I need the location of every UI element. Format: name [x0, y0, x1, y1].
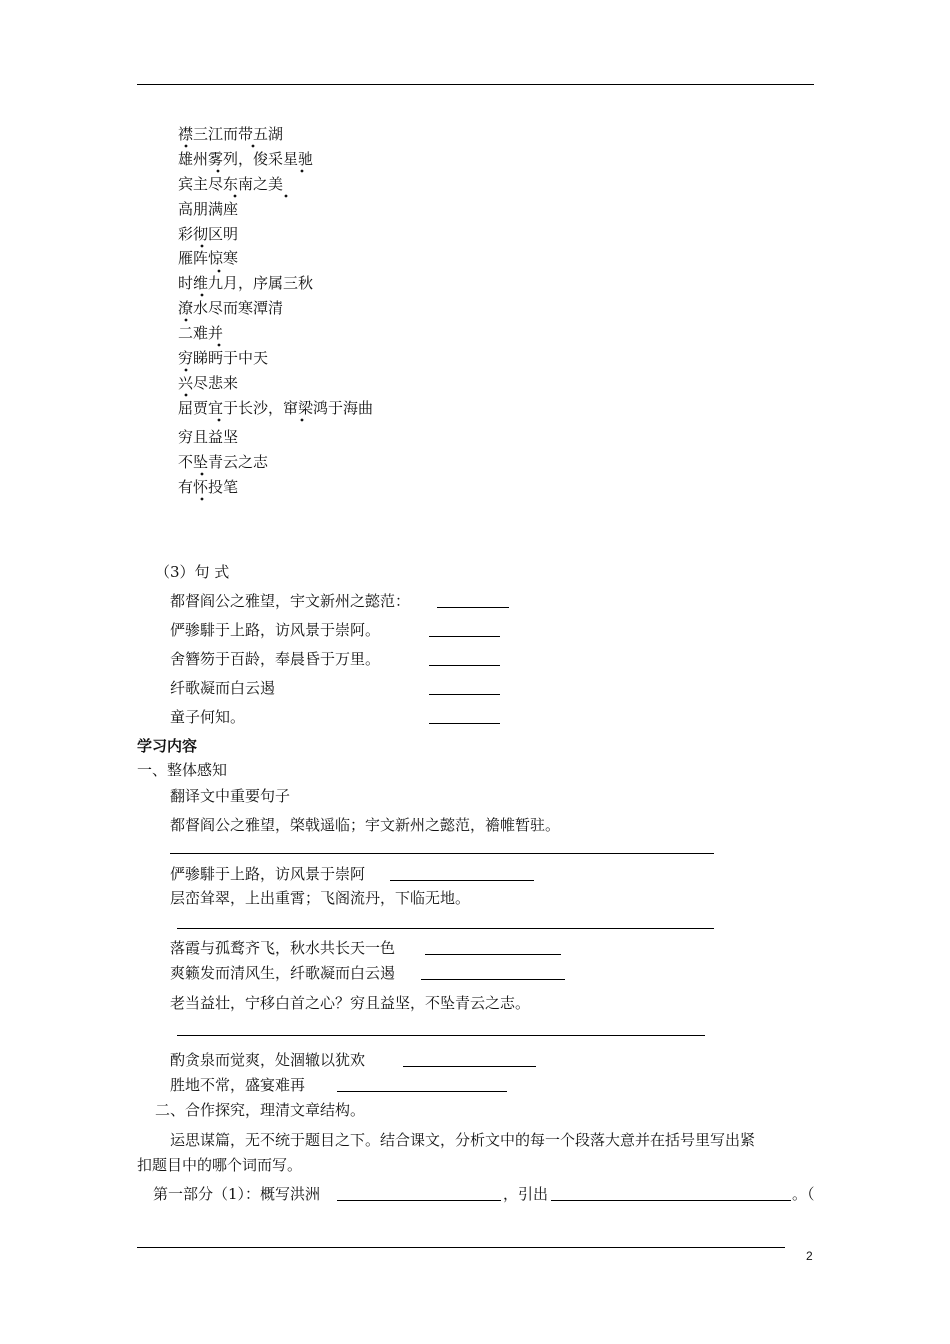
emphasis-dot — [185, 319, 188, 322]
answer-line[interactable] — [177, 928, 714, 929]
sentence-item: 舍簪笏于百龄，奉晨昏于万里。 — [170, 650, 381, 668]
sentence-item: 童子何知。 — [170, 708, 246, 726]
emphasis-dot — [234, 195, 237, 198]
vocab-item: 时维九月，序属三秋 — [178, 274, 314, 292]
emphasis-dot — [201, 294, 204, 297]
part1-mid: ，引出 — [503, 1185, 549, 1203]
emphasis-dot — [201, 245, 204, 248]
translate-sentence: 酌贪泉而觉爽，处涸辙以犹欢 — [170, 1051, 366, 1069]
paragraph-line: 运思谋篇，无不统于题目之下。结合课文，分析文中的每一个段落大意并在括号里写出紧 — [170, 1131, 756, 1149]
translate-sentence: 爽籁发而清风生，纤歌凝而白云遏 — [170, 964, 396, 982]
translate-sentence: 胜地不常，盛宴难再 — [170, 1076, 306, 1094]
translate-sentence: 层峦耸翠，上出重霄；飞阁流丹，下临无地。 — [170, 889, 471, 907]
emphasis-dot — [252, 145, 255, 148]
emphasis-dot — [301, 419, 304, 422]
part1-end: 。（ — [792, 1185, 815, 1203]
answer-blank[interactable] — [337, 1200, 501, 1201]
emphasis-dot-layer — [0, 0, 950, 520]
vocab-item: 宾主尽东南之美 — [178, 175, 284, 193]
learning-title: 学习内容 — [137, 737, 198, 755]
vocab-item: 有怀投笔 — [178, 478, 239, 496]
emphasis-dot — [201, 473, 204, 476]
paragraph-line: 扣题目中的哪个词而写。 — [137, 1156, 303, 1174]
sentence-item: 俨骖騑于上路，访风景于崇阿。 — [170, 621, 381, 639]
answer-blank[interactable] — [421, 979, 565, 980]
answer-blank[interactable] — [429, 665, 500, 666]
answer-blank[interactable] — [403, 1066, 536, 1067]
section-title: 一、整体感知 — [137, 761, 228, 779]
vocab-item: 雄州雾列，俊采星驰 — [178, 150, 314, 168]
answer-line[interactable] — [177, 1035, 705, 1036]
answer-blank[interactable] — [429, 694, 500, 695]
answer-line[interactable] — [170, 853, 714, 854]
vocab-item: 潦水尽而寒潭清 — [178, 299, 284, 317]
vocab-item: 高朋满座 — [178, 200, 239, 218]
vocab-item: 穷睇眄于中天 — [178, 349, 269, 367]
emphasis-dot — [185, 369, 188, 372]
answer-blank[interactable] — [429, 636, 500, 637]
translate-sentence: 老当益壮，宁移白首之心？穷且益坚，不坠青云之志。 — [170, 994, 531, 1012]
page-number: 2 — [806, 1249, 813, 1263]
translate-sentence: 落霞与孤鹜齐飞，秋水共长天一色 — [170, 939, 396, 957]
vocab-item: 不坠青云之志 — [178, 453, 269, 471]
vocab-item: 穷且益坚 — [178, 428, 239, 446]
part1-label: 第一部分（1）：概写洪洲 — [153, 1185, 321, 1203]
vocab-item: 屈贾宜于长沙，窜梁鸿于海曲 — [178, 399, 374, 417]
emphasis-dot — [218, 270, 221, 273]
emphasis-dot — [285, 195, 288, 198]
answer-blank[interactable] — [337, 1091, 507, 1092]
emphasis-dot — [201, 498, 204, 501]
emphasis-dot — [185, 394, 188, 397]
vocab-item: 兴尽悲来 — [178, 374, 239, 392]
answer-blank[interactable] — [437, 607, 509, 608]
emphasis-dot — [218, 344, 221, 347]
emphasis-dot — [301, 170, 304, 173]
answer-blank[interactable] — [425, 954, 561, 955]
emphasis-dot — [218, 419, 221, 422]
vocab-item: 彩彻区明 — [178, 225, 239, 243]
answer-blank[interactable] — [390, 880, 534, 881]
vocab-item: 襟三江而带五湖 — [178, 125, 284, 143]
translate-sentence: 俨骖騑于上路，访风景于崇阿 — [170, 865, 366, 883]
answer-blank[interactable] — [551, 1200, 791, 1201]
translate-sentence: 都督阎公之雅望，棨戟遥临；宇文新州之懿范，襜帷暂驻。 — [170, 816, 561, 834]
vocab-item: 雁阵惊寒 — [178, 249, 239, 267]
section-title: 二、合作探究，理清文章结构。 — [155, 1101, 366, 1119]
sentence-item: 都督阎公之雅望，宇文新州之懿范： — [170, 592, 411, 610]
vocab-item: 二难并 — [178, 324, 224, 342]
sentence-heading: （3）句 式 — [155, 563, 230, 581]
answer-blank[interactable] — [429, 723, 500, 724]
sentence-item: 纤歌凝而白云遏 — [170, 679, 276, 697]
footer-rule — [137, 1247, 785, 1248]
emphasis-dot — [217, 170, 220, 173]
translate-label: 翻译文中重要句子 — [170, 787, 291, 805]
emphasis-dot — [185, 145, 188, 148]
